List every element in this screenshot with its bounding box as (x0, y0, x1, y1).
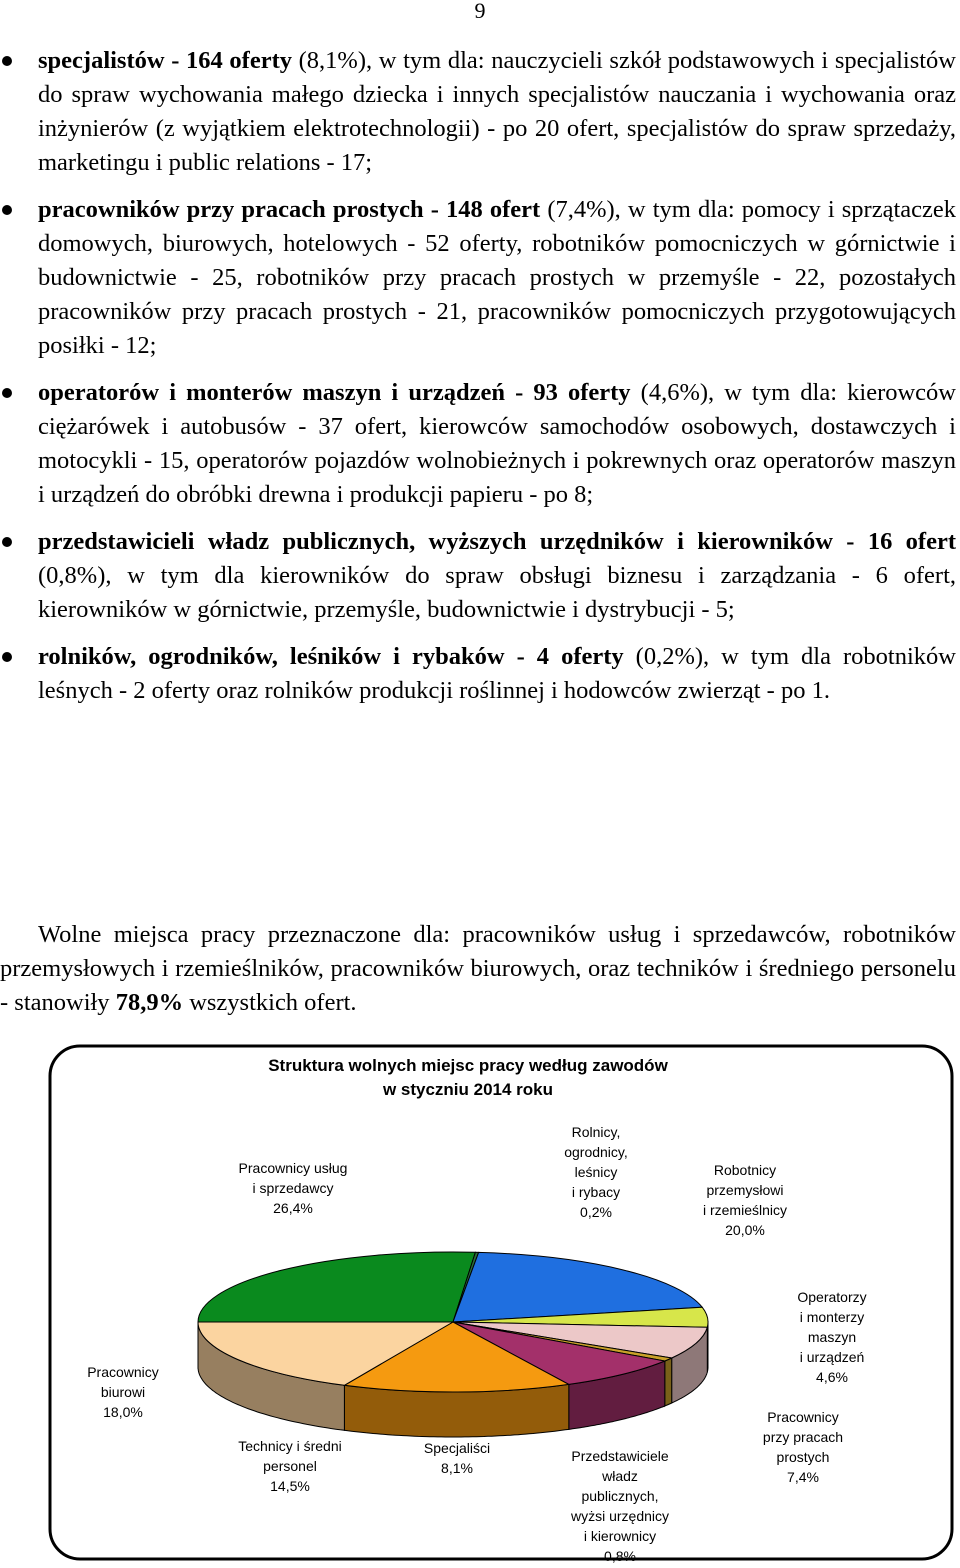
bullet-bold: rolników, ogrodników, leśników i rybaków - 4 oferty (38, 643, 624, 670)
slice-label: Pracownicy biurowi 18,0% (87, 1364, 159, 1420)
list-item (0, 376, 960, 512)
bullet-text: (0,2%), w tym dla robotników leśnych - 2 oferty oraz rolników produkcji roślinnej i hodowców zwierząt - po 1. (38, 643, 956, 704)
list-item (0, 525, 960, 627)
bullet-text: (4,6%), w tym dla: kierowców ciężarówek i autobusów - 37 ofert, kierowców samochodów osobowych, dostawczych i motocykli - 15, operatorów pojazdów wolnobieżnych i pokrewnych oraz operatorów maszyn i urządzeń do obróbki drewna i produkcji papieru - po 8; (38, 379, 956, 508)
bullet-text: (7,4%), w tym dla: pomocy i sprzątaczek domowych, biurowych, hotelowych - 52 oferty, robotników pomocniczych w górnictwie i budownictwie - 25, robotników przy pracach prostych w przemyśle - 22, pozostałych pracowników przy pracach prostych - 21, pracowników pomocniczych przygotowujących posiłki - 12; (38, 196, 956, 359)
list-item (0, 193, 960, 363)
bullet-bold: specjalistów - 164 oferty (38, 47, 292, 74)
list-item (0, 640, 960, 708)
slice-label: Rolnicy, ogrodnicy, leśnicy i rybacy 0,2% (564, 1124, 628, 1220)
bullet-text: (0,8%), w tym dla kierowników do spraw obsługi biznesu i zarządzania - 6 ofert, kierowników w górnictwie, przemyśle, budownictwie i dystrybucji - 5; (38, 562, 956, 623)
bullet-icon (2, 388, 12, 398)
bullet-list (0, 44, 960, 708)
pie-slice-side (665, 1358, 672, 1406)
slice-label: Przedstawiciele władz publicznych, wyżsi urzędnicy i kierownicy 0,8% (570, 1448, 670, 1564)
bullet-bold: pracowników przy pracach prostych - 148 ofert (38, 196, 541, 223)
slice-label: Technicy i średni personel 14,5% (238, 1438, 342, 1494)
summary-text: Wolne miejsca pracy przeznaczone dla: pracowników usług i sprzedawców, robotników przemysłowych i rzemieślników, pracowników biurowych, oraz techników i średniego personelu - stanowiły (0, 921, 956, 1016)
summary-paragraph (0, 918, 956, 1020)
bullet-icon (2, 537, 12, 547)
slice-label: Operatorzy i monterzy maszyn i urządzeń 4,6% (797, 1289, 867, 1385)
page-number: 9 (474, 0, 486, 23)
bullet-icon (2, 56, 12, 66)
slice-label: Pracownicy przy pracach prostych 7,4% (762, 1409, 844, 1485)
slice-label: Robotnicy przemysłowi i rzemieślnicy 20,0% (702, 1162, 787, 1238)
bullet-text: (8,1%), w tym dla: nauczycieli szkół podstawowych i specjalistów do spraw wychowania małego dziecka i innych specjalistów nauczania i wychowania oraz inżynierów (z wyjątkiem elektrotechnologii) - po 20 ofert, specjalistów do spraw sprzedaży, marketingu i public relations - 17; (38, 47, 956, 176)
bullet-bold: przedstawicieli władz publicznych, wyższych urzędników i kierowników - 16 ofert (38, 528, 956, 555)
bullet-icon (2, 205, 12, 215)
bullet-bold: operatorów i monterów maszyn i urządzeń - 93 oferty (38, 379, 631, 406)
summary-text-end: wszystkich ofert. (183, 989, 357, 1016)
slice-label: Specjaliści 8,1% (423, 1440, 491, 1476)
summary-bold: 78,9% (115, 989, 184, 1016)
chart-title: Struktura wolnych miejsc pracy według zawodów w styczniu 2014 roku (268, 1056, 668, 1099)
list-item (0, 44, 960, 180)
bullet-icon (2, 652, 12, 662)
slice-label: Pracownicy usług i sprzedawcy 26,4% (238, 1160, 348, 1216)
